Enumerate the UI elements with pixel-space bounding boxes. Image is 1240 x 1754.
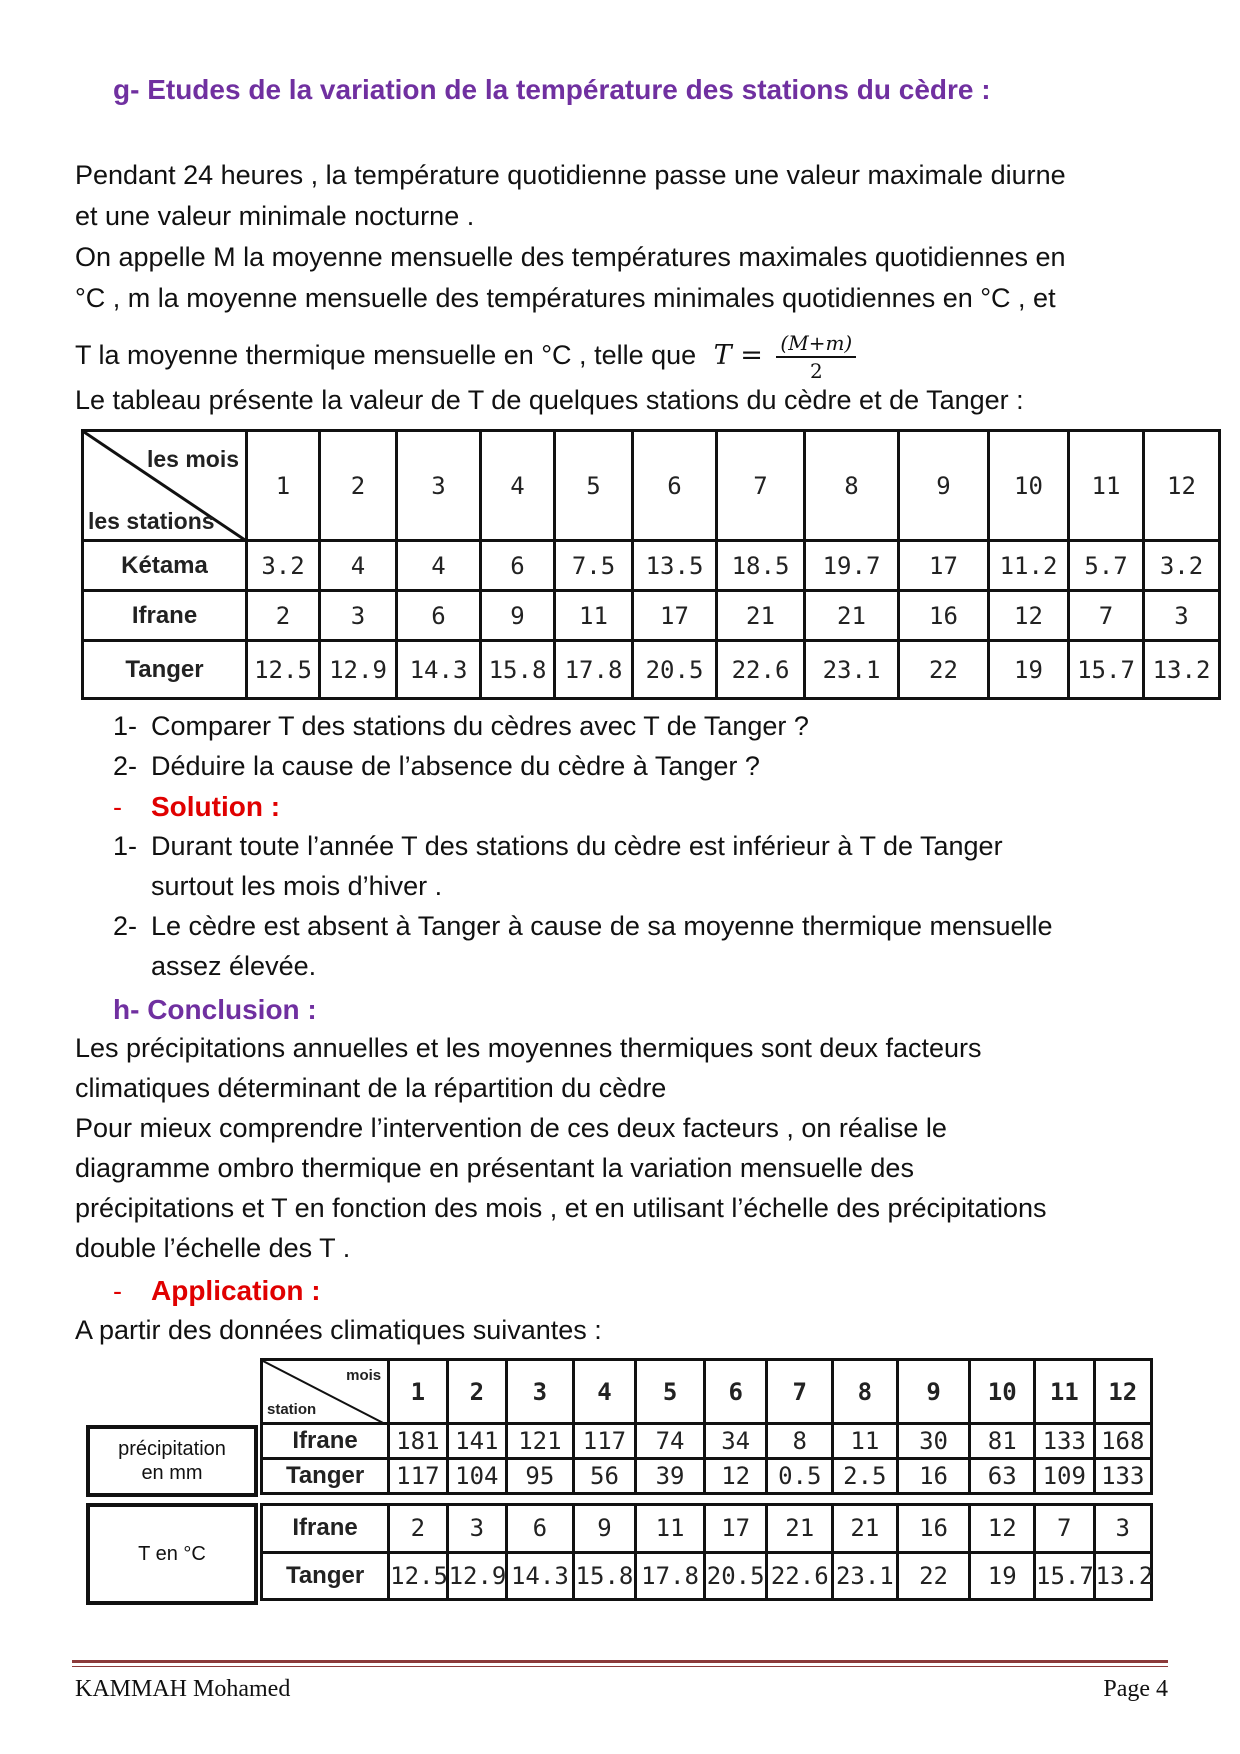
- table1-cell: 14.3: [397, 641, 481, 699]
- precip-cell: 63: [970, 1459, 1035, 1494]
- precip-cell: 141: [447, 1424, 506, 1459]
- temp2-cell: 20.5: [704, 1552, 767, 1600]
- table1-cell: 19: [989, 641, 1069, 699]
- table1-cell: 19.7: [805, 541, 899, 591]
- table1-cell: 12.9: [320, 641, 397, 699]
- footer-page-number: Page 4: [1103, 1676, 1168, 1702]
- precip-cell: 34: [704, 1424, 767, 1459]
- question-1-num: 1-: [113, 711, 138, 741]
- table1-cell: 6: [397, 591, 481, 641]
- temperature-table-2: [260, 1503, 1153, 1601]
- table1-cell: 3: [320, 591, 397, 641]
- table2-corner-month: mois: [346, 1367, 382, 1384]
- question-2-num: 2-: [113, 751, 138, 781]
- precip-cell: 109: [1035, 1459, 1094, 1494]
- temp2-cell: 21: [767, 1505, 833, 1553]
- table2-month-header: 9: [897, 1360, 970, 1424]
- para-line-5-text: T la moyenne thermique mensuelle en °C , telle que: [75, 340, 697, 371]
- temp2-cell: 22: [897, 1552, 970, 1600]
- table1-cell: 6: [481, 541, 555, 591]
- precip-cell: 133: [1094, 1459, 1152, 1494]
- table1-cell: 20.5: [633, 641, 717, 699]
- precip-label-line-2: en mm: [141, 1462, 203, 1484]
- table1-month-header: 3: [397, 431, 481, 541]
- table2-month-header: 7: [767, 1360, 833, 1424]
- table1-cell: 17: [899, 541, 989, 591]
- table1-cell: 16: [899, 591, 989, 641]
- question-1-text: Comparer T des stations du cèdres avec T de Tanger ?: [151, 711, 809, 741]
- table1-cell: 9: [481, 591, 555, 641]
- temp2-cell: 13.2: [1094, 1552, 1152, 1600]
- precip-cell: 95: [507, 1459, 574, 1494]
- table1-cell: 12: [989, 591, 1069, 641]
- temp2-cell: 2: [389, 1505, 447, 1553]
- conclusion-line-6: double l’échelle des T .: [75, 1233, 351, 1263]
- application-title: Application :: [151, 1275, 321, 1306]
- table1-cell: 23.1: [805, 641, 899, 699]
- precip-cell: 39: [636, 1459, 705, 1494]
- precip-cell: 74: [636, 1424, 705, 1459]
- temp2-cell: 21: [833, 1505, 898, 1553]
- footer-rule-thin: [72, 1666, 1168, 1667]
- temp2-cell: 3: [1094, 1505, 1152, 1553]
- table2-month-header: 11: [1035, 1360, 1094, 1424]
- temp2-cell: 23.1: [833, 1552, 898, 1600]
- table1-month-header: 1: [247, 431, 320, 541]
- temp2-station-ifrane: Ifrane: [262, 1505, 389, 1553]
- temp2-cell: 3: [447, 1505, 506, 1553]
- table1-cell: 2: [247, 591, 320, 641]
- table1-corner-months: les mois: [146, 446, 239, 472]
- temp2-cell: 7: [1035, 1505, 1094, 1553]
- formula-numerator: (M+m): [776, 330, 856, 358]
- table1-month-header: 9: [899, 431, 989, 541]
- table1-corner-cell: [83, 431, 247, 541]
- table1-station-tanger: Tanger: [83, 641, 247, 699]
- table1-cell: 7.5: [555, 541, 633, 591]
- conclusion-line-4: diagramme ombro thermique en présentant la variation mensuelle des: [75, 1153, 914, 1183]
- answer-1-line-1: Durant toute l’année T des stations du cèdre est inférieur à T de Tanger: [151, 831, 1003, 861]
- question-2: [113, 746, 760, 787]
- precip-cell: 11: [833, 1424, 898, 1459]
- table1-station-ifrane: Ifrane: [83, 591, 247, 641]
- table1-cell: 12.5: [247, 641, 320, 699]
- table1-month-header: 6: [633, 431, 717, 541]
- answer-2-num: 2-: [113, 911, 138, 941]
- precip-cell: 16: [897, 1459, 970, 1494]
- table2-month-header: 3: [507, 1360, 574, 1424]
- precip-cell: 181: [389, 1424, 447, 1459]
- precip-station-tanger: Tanger: [262, 1459, 389, 1494]
- precip-cell: 12: [704, 1459, 767, 1494]
- temp2-cell: 12.9: [447, 1552, 506, 1600]
- table2-month-header: 5: [636, 1360, 705, 1424]
- table1-cell: 7: [1069, 591, 1144, 641]
- table1-station-ketama: Kétama: [83, 541, 247, 591]
- conclusion-line-2: climatiques déterminant de la répartition du cèdre: [75, 1073, 667, 1103]
- table1-cell: 11: [555, 591, 633, 641]
- para-line-6: Le tableau présente la valeur de T de quelques stations du cèdre et de Tanger :: [75, 385, 1024, 415]
- temperature-table: [81, 429, 1221, 700]
- table1-month-header: 7: [717, 431, 805, 541]
- table1-cell: 5.7: [1069, 541, 1144, 591]
- temp2-cell: 15.8: [573, 1552, 636, 1600]
- solution-title: Solution :: [151, 791, 281, 822]
- table2-month-header: 8: [833, 1360, 898, 1424]
- table1-cell: 21: [805, 591, 899, 641]
- table2-month-header: 12: [1094, 1360, 1152, 1424]
- formula-lhs: T =: [713, 340, 763, 372]
- table1-cell: 21: [717, 591, 805, 641]
- table1-cell: 3: [1144, 591, 1220, 641]
- precip-cell: 121: [507, 1424, 574, 1459]
- answer-1: [113, 826, 1003, 867]
- precip-cell: 168: [1094, 1424, 1152, 1459]
- table2-month-header: 4: [573, 1360, 636, 1424]
- table1-cell: 13.2: [1144, 641, 1220, 699]
- temp2-station-tanger: Tanger: [262, 1552, 389, 1600]
- precip-cell: 30: [897, 1424, 970, 1459]
- precipitation-table: [260, 1358, 1153, 1495]
- temp2-cell: 12: [970, 1505, 1035, 1553]
- table1-cell: 22: [899, 641, 989, 699]
- table1-month-header: 2: [320, 431, 397, 541]
- table2-month-header: 6: [704, 1360, 767, 1424]
- table1-cell: 22.6: [717, 641, 805, 699]
- table1-month-header: 11: [1069, 431, 1144, 541]
- section-g-title: g- Etudes de la variation de la température des stations du cèdre :: [113, 74, 991, 105]
- table2-month-header: 10: [970, 1360, 1035, 1424]
- temp2-cell: 16: [897, 1505, 970, 1553]
- temp2-cell: 17.8: [636, 1552, 705, 1600]
- table1-month-header: 5: [555, 431, 633, 541]
- table1-cell: 4: [397, 541, 481, 591]
- conclusion-line-5: précipitations et T en fonction des mois , et en utilisant l’échelle des précipitations: [75, 1193, 1047, 1223]
- answer-1-line-2: surtout les mois d’hiver .: [151, 871, 443, 901]
- table1-month-header: 10: [989, 431, 1069, 541]
- temp2-cell: 14.3: [507, 1552, 574, 1600]
- table1-cell: 18.5: [717, 541, 805, 591]
- precip-label: [118, 1437, 226, 1485]
- temp2-cell: 6: [507, 1505, 574, 1553]
- formula-denominator: 2: [809, 359, 823, 383]
- precip-cell: 117: [573, 1424, 636, 1459]
- table2-month-header: 1: [389, 1360, 447, 1424]
- para-line-4: °C , m la moyenne mensuelle des températures minimales quotidiennes en °C , et: [75, 283, 1056, 313]
- temp-label-box: [86, 1503, 258, 1605]
- table1-cell: 15.7: [1069, 641, 1144, 699]
- table1-cell: 15.8: [481, 641, 555, 699]
- table1-corner-stations: les stations: [88, 508, 215, 534]
- table1-cell: 13.5: [633, 541, 717, 591]
- conclusion-line-1: Les précipitations annuelles et les moyennes thermiques sont deux facteurs: [75, 1033, 982, 1063]
- table1-cell: 3.2: [1144, 541, 1220, 591]
- table1-cell: 17: [633, 591, 717, 641]
- para-line-1: Pendant 24 heures , la température quotidienne passe une valeur maximale diurne: [75, 160, 1066, 190]
- precip-label-line-1: précipitation: [118, 1438, 226, 1460]
- precip-cell: 81: [970, 1424, 1035, 1459]
- precip-cell: 117: [389, 1459, 447, 1494]
- temp2-cell: 9: [573, 1505, 636, 1553]
- temp2-cell: 11: [636, 1505, 705, 1553]
- answer-2: [113, 906, 1053, 947]
- table1-cell: 3.2: [247, 541, 320, 591]
- temp2-cell: 17: [704, 1505, 767, 1553]
- precip-station-ifrane: Ifrane: [262, 1424, 389, 1459]
- temp2-cell: 15.7: [1035, 1552, 1094, 1600]
- precip-label-box: [86, 1425, 258, 1497]
- table1-cell: 4: [320, 541, 397, 591]
- conclusion-title: h- Conclusion :: [113, 994, 317, 1025]
- temp2-cell: 12.5: [389, 1552, 447, 1600]
- answer-2-line-2: assez élevée.: [151, 951, 317, 981]
- temp-label: T en °C: [138, 1543, 206, 1565]
- answer-2-line-1: Le cèdre est absent à Tanger à cause de sa moyenne thermique mensuelle: [151, 911, 1053, 941]
- table1-cell: 11.2: [989, 541, 1069, 591]
- application-dash: -: [113, 1276, 122, 1306]
- footer-author: KAMMAH Mohamed: [75, 1676, 291, 1702]
- formula-fraction: [776, 330, 856, 384]
- footer-rule: [72, 1660, 1168, 1663]
- precip-cell: 0.5: [767, 1459, 833, 1494]
- question-1: [113, 706, 809, 747]
- table2-corner-cell: [262, 1360, 389, 1424]
- question-2-text: Déduire la cause de l’absence du cèdre à Tanger ?: [151, 751, 760, 781]
- precip-cell: 133: [1035, 1424, 1094, 1459]
- conclusion-line-3: Pour mieux comprendre l’intervention de ces deux facteurs , on réalise le: [75, 1113, 947, 1143]
- precip-cell: 2.5: [833, 1459, 898, 1494]
- table1-cell: 17.8: [555, 641, 633, 699]
- table1-month-header: 12: [1144, 431, 1220, 541]
- table1-month-header: 4: [481, 431, 555, 541]
- precip-cell: 104: [447, 1459, 506, 1494]
- precip-cell: 8: [767, 1424, 833, 1459]
- application-intro: A partir des données climatiques suivantes :: [75, 1315, 602, 1345]
- table2-month-header: 2: [447, 1360, 506, 1424]
- para-line-5: [75, 330, 856, 384]
- temp2-cell: 22.6: [767, 1552, 833, 1600]
- table1-month-header: 8: [805, 431, 899, 541]
- answer-1-num: 1-: [113, 831, 138, 861]
- solution-dash: -: [113, 792, 122, 822]
- precip-cell: 56: [573, 1459, 636, 1494]
- para-line-3: On appelle M la moyenne mensuelle des températures maximales quotidiennes en: [75, 242, 1066, 272]
- table2-corner-station: station: [267, 1401, 317, 1418]
- temp2-cell: 19: [970, 1552, 1035, 1600]
- para-line-2: et une valeur minimale nocturne .: [75, 201, 475, 231]
